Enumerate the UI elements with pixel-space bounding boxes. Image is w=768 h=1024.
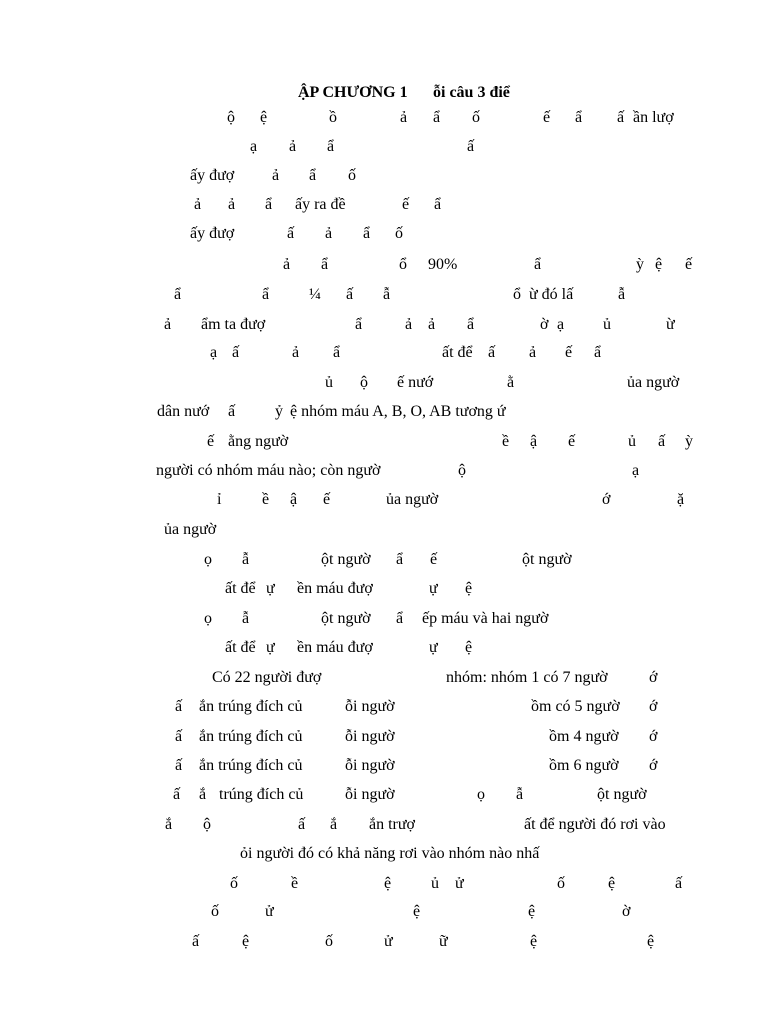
text-fragment: ấ <box>192 933 200 950</box>
text-fragment: ẩm ta đượ <box>201 316 266 333</box>
text-fragment: ệ <box>242 933 250 950</box>
text-fragment: ề <box>291 875 299 892</box>
text-fragment: ẩ <box>321 256 329 273</box>
text-line <box>0 402 768 426</box>
text-fragment: ắn trượ <box>369 816 416 833</box>
text-fragment: ả <box>428 316 436 333</box>
text-fragment: ệ <box>465 639 473 656</box>
text-fragment: ố <box>557 875 565 892</box>
text-line <box>0 785 768 809</box>
text-fragment: ền máu đượ <box>297 639 373 656</box>
text-fragment: ột ngườ <box>321 610 371 627</box>
text-fragment: ố <box>211 903 219 920</box>
text-fragment: ớ <box>649 757 658 774</box>
text-fragment: ử <box>265 903 274 920</box>
text-fragment: 90% <box>428 256 458 273</box>
text-fragment: ố <box>395 225 403 242</box>
text-line <box>0 224 768 248</box>
text-fragment: ẩ <box>333 344 341 361</box>
text-fragment: ỳ <box>685 433 693 450</box>
text-line <box>0 432 768 456</box>
text-fragment: ẫ <box>516 786 524 803</box>
text-fragment: ế <box>568 433 576 450</box>
text-fragment: ền máu đượ <box>297 580 373 597</box>
text-fragment: ọ <box>204 551 212 568</box>
text-fragment: ấ <box>467 138 475 155</box>
text-fragment: ặ <box>677 491 685 508</box>
text-fragment: ẩ <box>262 286 270 303</box>
text-line <box>0 550 768 574</box>
text-fragment: ự <box>266 580 275 597</box>
text-line <box>0 166 768 190</box>
text-fragment: ả <box>405 316 413 333</box>
text-fragment: ệ <box>647 933 655 950</box>
text-fragment: ắn trúng đích củ <box>199 757 303 774</box>
text-fragment: ột ngườ <box>597 786 647 803</box>
text-line <box>0 520 768 544</box>
text-fragment: ọ <box>204 610 212 627</box>
text-fragment: ạ <box>557 316 565 333</box>
text-fragment: ỳ <box>636 256 644 273</box>
text-fragment: ẩ <box>363 225 371 242</box>
text-fragment: ấ <box>675 875 683 892</box>
text-line <box>0 844 768 868</box>
text-fragment: ấ <box>228 403 236 420</box>
text-fragment: ớ <box>649 698 658 715</box>
text-fragment: ả <box>325 225 333 242</box>
text-line <box>0 255 768 279</box>
text-fragment: ất để <box>225 639 256 656</box>
text-fragment: ả <box>289 138 297 155</box>
text-fragment: ẩ <box>327 138 335 155</box>
text-fragment: ằng ngườ <box>228 433 289 450</box>
text-fragment: ệ <box>413 903 421 920</box>
text-fragment: ữ <box>439 933 448 950</box>
text-fragment: ủ <box>431 875 439 892</box>
text-fragment: ạ <box>250 138 258 155</box>
text-fragment: ồm có 5 ngườ <box>531 698 620 715</box>
text-fragment: ệ <box>260 109 268 126</box>
text-fragment: ất để người đó rơi vào <box>524 816 666 833</box>
text-fragment: ự <box>429 639 438 656</box>
text-fragment: ậ <box>530 433 538 450</box>
text-fragment: ủ <box>603 316 611 333</box>
text-fragment: ẩ <box>467 316 475 333</box>
text-fragment: ệ <box>608 875 616 892</box>
text-line <box>0 373 768 397</box>
text-fragment: ệ nhóm máu A, B, O, AB tương ứ <box>290 403 506 420</box>
text-fragment: ồm 4 ngườ <box>549 728 619 745</box>
text-fragment: ấ <box>175 757 183 774</box>
text-fragment: ấ <box>346 286 354 303</box>
text-fragment: ¼ <box>309 286 321 303</box>
text-fragment: ẩ <box>265 196 273 213</box>
text-line <box>0 697 768 721</box>
text-fragment: ờ <box>540 316 549 333</box>
text-fragment: ự <box>266 639 275 656</box>
text-fragment: ế <box>323 491 331 508</box>
text-fragment: ủa ngườ <box>386 491 439 508</box>
text-fragment: ử <box>384 933 393 950</box>
text-fragment: ự <box>429 580 438 597</box>
text-fragment: ỗi ngườ <box>345 728 395 745</box>
text-fragment: ắn trúng đích củ <box>199 728 303 745</box>
text-fragment: ờ <box>622 903 631 920</box>
text-fragment: ẩ <box>355 316 363 333</box>
text-line <box>0 579 768 603</box>
text-fragment: ấ <box>175 698 183 715</box>
text-fragment: ẩ <box>594 344 602 361</box>
text-fragment: người có nhóm máu nào; còn ngườ <box>156 462 381 479</box>
text-fragment: ẩ <box>396 551 404 568</box>
text-fragment: ấy ra đề <box>295 196 346 213</box>
text-line <box>0 195 768 219</box>
text-fragment: ộ <box>458 462 466 479</box>
text-fragment: ố <box>472 109 480 126</box>
text-fragment: ếp máu và hai ngườ <box>422 610 549 627</box>
text-fragment: ế <box>430 551 438 568</box>
text-fragment: ả <box>228 196 236 213</box>
text-fragment: ẫ <box>618 286 626 303</box>
text-fragment: ồ <box>329 109 337 126</box>
text-fragment: ớ <box>602 491 611 508</box>
text-fragment: ấ <box>298 816 306 833</box>
title-text: ẬP CHƯƠNG 1 <box>298 84 408 101</box>
text-line <box>0 756 768 780</box>
text-fragment: ừ <box>666 316 675 333</box>
text-fragment: ấ <box>173 786 181 803</box>
text-fragment: ạ <box>210 344 218 361</box>
text-fragment: ả <box>292 344 300 361</box>
text-fragment: ố <box>230 875 238 892</box>
text-line <box>0 343 768 367</box>
text-fragment: ổ <box>513 286 521 303</box>
text-fragment: ố <box>325 933 333 950</box>
text-fragment: ỷ <box>275 403 283 420</box>
text-fragment: ẩ <box>434 196 442 213</box>
text-fragment: ọ <box>477 786 485 803</box>
text-fragment: ộ <box>360 374 368 391</box>
text-fragment: ệ <box>528 903 536 920</box>
text-fragment: ột ngườ <box>522 551 572 568</box>
text-fragment: ả <box>194 196 202 213</box>
text-fragment: ần lượ <box>633 109 674 126</box>
text-fragment: ả <box>400 109 408 126</box>
text-fragment: ắ <box>165 816 173 833</box>
text-fragment: ất để <box>225 580 256 597</box>
text-fragment: ấ <box>232 344 240 361</box>
text-fragment: ấy đượ <box>190 167 235 184</box>
text-fragment: ấ <box>287 225 295 242</box>
text-fragment: dân nướ <box>157 403 210 420</box>
text-fragment: ệ <box>384 875 392 892</box>
text-line <box>0 902 768 926</box>
text-fragment: nhóm: nhóm 1 có 7 ngườ <box>446 669 608 686</box>
text-fragment: ẩ <box>309 167 317 184</box>
text-fragment: ẩ <box>575 109 583 126</box>
text-fragment: ẩ <box>396 610 404 627</box>
text-line <box>0 609 768 633</box>
text-fragment: Có 22 người đượ <box>212 669 322 686</box>
text-fragment: ấ <box>175 728 183 745</box>
text-line <box>0 137 768 161</box>
text-fragment: ệ <box>465 580 473 597</box>
text-fragment: ộ <box>227 109 235 126</box>
text-fragment: ố <box>348 167 356 184</box>
text-fragment: ỉ <box>217 491 222 508</box>
text-fragment: ủ <box>628 433 636 450</box>
text-fragment: ỗi ngườ <box>345 757 395 774</box>
text-fragment: ắ <box>199 786 207 803</box>
text-fragment: ẫ <box>242 610 250 627</box>
text-fragment: ủa ngườ <box>627 374 680 391</box>
text-fragment: ừ đó lấ <box>529 286 574 303</box>
text-line <box>0 932 768 956</box>
text-fragment: ớ <box>649 669 658 686</box>
text-fragment: ồm 6 ngườ <box>549 757 619 774</box>
text-line <box>0 490 768 514</box>
text-fragment: ệ <box>530 933 538 950</box>
text-fragment: ổ <box>399 256 407 273</box>
text-fragment: ớ <box>649 728 658 745</box>
text-fragment: ẫ <box>383 286 391 303</box>
text-fragment: ả <box>283 256 291 273</box>
text-fragment: ế <box>402 196 410 213</box>
text-fragment: ấ <box>617 109 625 126</box>
text-fragment: ắ <box>330 816 338 833</box>
text-fragment: ấy đượ <box>190 225 235 242</box>
text-fragment: ế <box>565 344 573 361</box>
text-fragment: ế nướ <box>397 374 434 391</box>
text-fragment: ả <box>529 344 537 361</box>
text-line <box>0 874 768 898</box>
text-fragment: ằ <box>507 374 515 391</box>
text-fragment: ột ngườ <box>321 551 371 568</box>
text-fragment: ệ <box>655 256 663 273</box>
text-fragment: ắn trúng đích củ <box>199 698 303 715</box>
text-fragment: ế <box>685 256 693 273</box>
text-line <box>0 815 768 839</box>
text-line <box>0 285 768 309</box>
title-line <box>0 83 768 107</box>
text-fragment: ẩ <box>433 109 441 126</box>
text-fragment: ủa ngườ <box>164 521 217 538</box>
text-line <box>0 461 768 485</box>
text-fragment: ấ <box>488 344 496 361</box>
text-line <box>0 638 768 662</box>
text-fragment: ả <box>164 316 172 333</box>
title-text: ỗi câu 3 điể <box>433 84 510 101</box>
text-fragment: ẩ <box>174 286 182 303</box>
text-fragment: ỏi người đó có khả năng rơi vào nhóm nào nhấ <box>240 845 540 862</box>
text-fragment: ế <box>207 433 215 450</box>
text-line <box>0 668 768 692</box>
text-fragment: ạ <box>632 462 640 479</box>
text-fragment: ất để <box>442 344 473 361</box>
text-fragment: ấ <box>658 433 666 450</box>
text-fragment: ề <box>502 433 510 450</box>
text-fragment: ề <box>262 491 270 508</box>
text-fragment: ỗi ngườ <box>345 698 395 715</box>
text-fragment: ỗi ngườ <box>345 786 395 803</box>
text-fragment: ậ <box>290 491 298 508</box>
text-fragment: ủ <box>325 374 333 391</box>
text-fragment: ẩ <box>534 256 542 273</box>
text-fragment: ẫ <box>242 551 250 568</box>
text-fragment: ả <box>272 167 280 184</box>
text-line <box>0 315 768 339</box>
text-fragment: ộ <box>203 816 211 833</box>
text-line <box>0 727 768 751</box>
text-fragment: trúng đích củ <box>219 786 304 803</box>
text-line <box>0 108 768 132</box>
text-fragment: ế <box>543 109 551 126</box>
text-fragment: ử <box>455 875 464 892</box>
